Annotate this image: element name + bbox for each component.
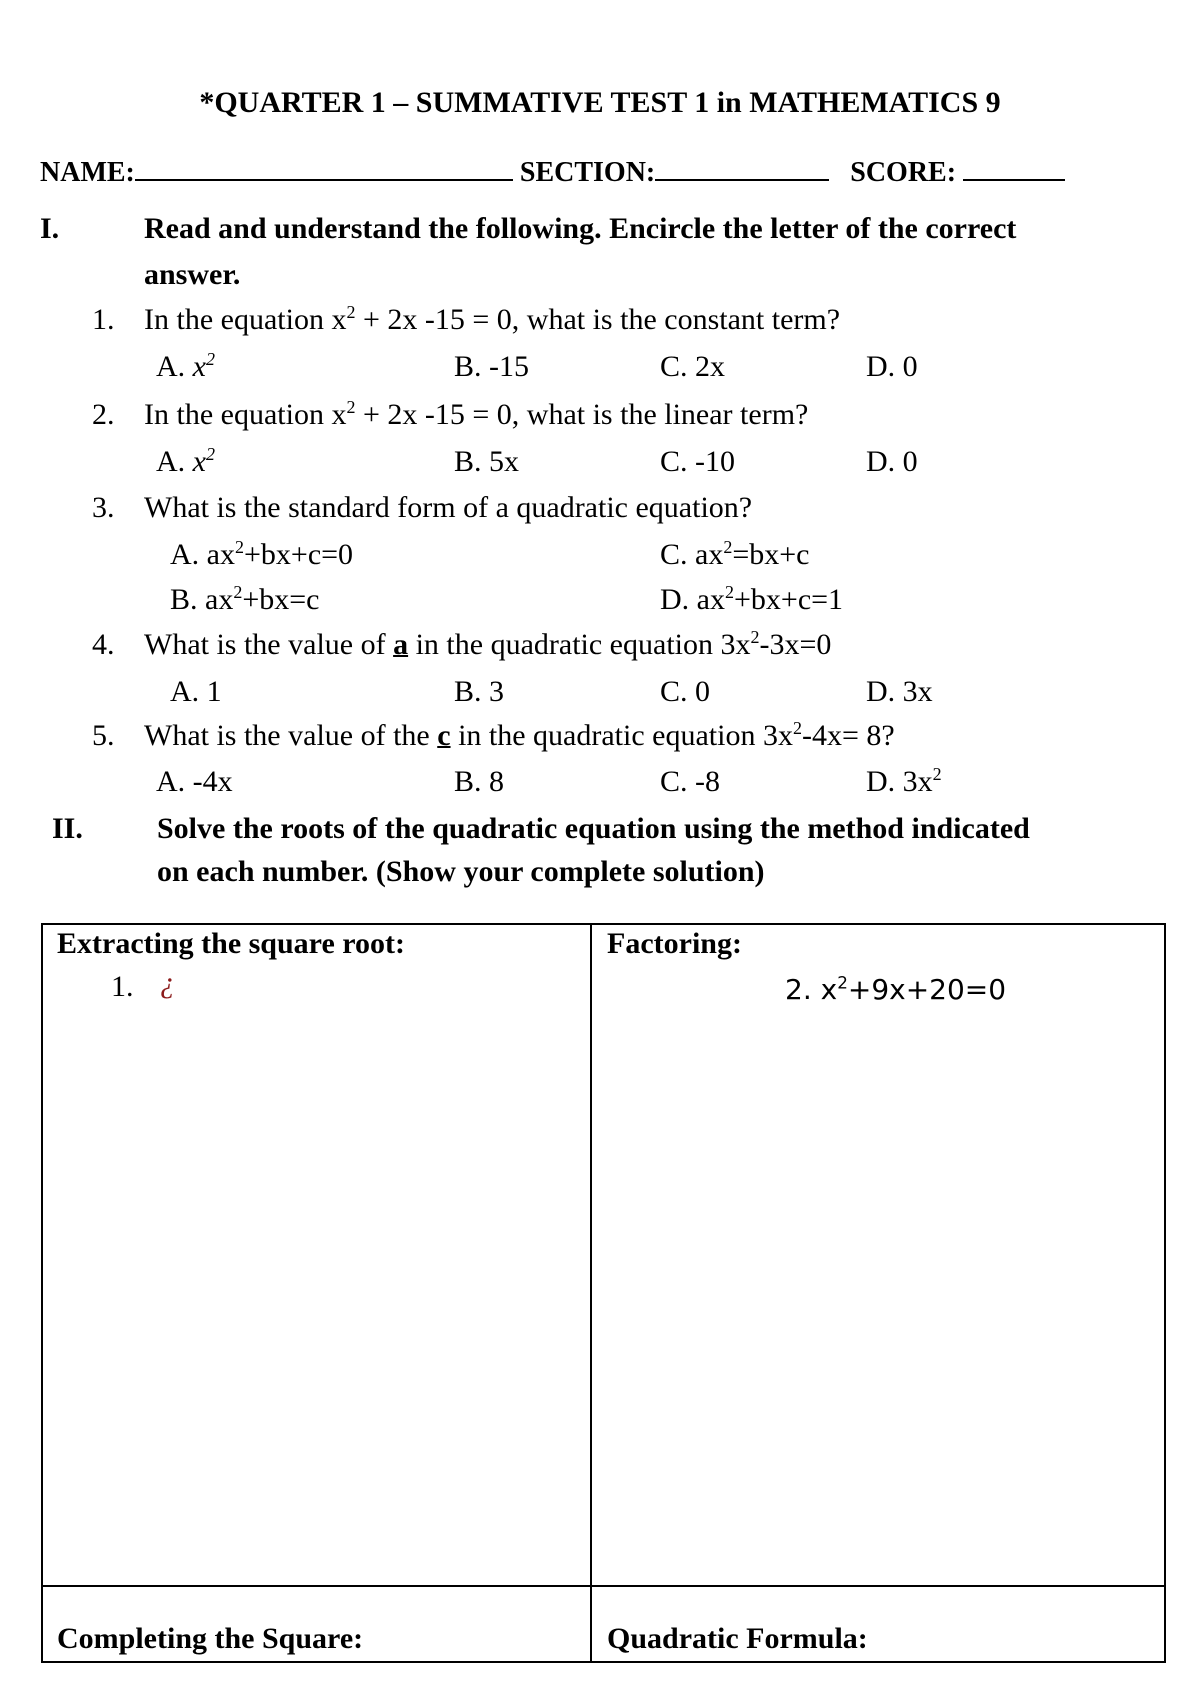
quadratic-title: Quadratic Formula: — [607, 1622, 868, 1655]
name-blank[interactable] — [135, 153, 513, 181]
part2-instruction-line1: Solve the roots of the quadratic equation using the method indicated — [157, 812, 1030, 845]
option-b[interactable]: B. $ax^2+bx=c$ — [170, 582, 320, 616]
part1-numeral: I. — [40, 212, 60, 245]
question-number: 2. — [92, 398, 115, 431]
question-number: 5. — [92, 719, 115, 752]
option-c[interactable]: C. -10 — [660, 445, 735, 478]
option-b[interactable]: B. 5x — [454, 445, 520, 478]
score-label: SCORE: — [850, 157, 957, 188]
option-d[interactable]: D. 0 — [866, 445, 918, 478]
question-number: 4. — [92, 628, 115, 661]
option-b[interactable]: B. 8 — [454, 765, 505, 798]
option-a[interactable]: A. $x^2$ — [156, 349, 215, 383]
question-text: In the equation $x^2 + 2x$ -15 = 0, what is the linear term? — [144, 397, 809, 431]
part1-instruction-line2: answer. — [144, 258, 241, 291]
broken-glyph: ¿ — [160, 966, 175, 999]
option-c[interactable]: C. 0 — [660, 675, 711, 708]
part2-numeral: II. — [52, 812, 83, 845]
option-a[interactable]: A. 1 — [170, 675, 222, 708]
option-d[interactable]: D. 3x — [866, 675, 933, 708]
section-label: SECTION: — [519, 157, 656, 188]
test-title: *QUARTER 1 – SUMMATIVE TEST 1 in MATHEMATICS 9 — [199, 86, 1001, 119]
option-a[interactable]: A. -4x — [156, 765, 233, 798]
option-a[interactable]: A. $ax^2+bx+c=0$ — [170, 537, 354, 571]
question-text: In the equation $x^2 + 2x$ -15 = 0, what is the constant term? — [144, 302, 841, 336]
cell-extracting[interactable] — [41, 923, 592, 1587]
part2-instruction-line2: on each number. (Show your complete solution) — [157, 855, 765, 888]
completing-title: Completing the Square: — [57, 1622, 364, 1655]
score-blank[interactable] — [963, 153, 1065, 181]
option-d[interactable]: D. 0 — [866, 350, 918, 383]
info-line — [40, 153, 1065, 189]
section-blank[interactable] — [655, 153, 829, 181]
option-c[interactable]: C. $ax^2=bx+c$ — [660, 537, 810, 571]
part1-instruction-line1: Read and understand the following. Encircle the letter of the correct — [144, 212, 1017, 245]
option-b[interactable]: B. -15 — [454, 350, 529, 383]
option-d[interactable]: D. $3x^2$ — [866, 764, 942, 798]
option-a[interactable]: A. $x^2$ — [156, 444, 215, 478]
question-text: What is the value of a in the quadratic equation $3x^2-3x=0$ — [144, 627, 832, 661]
option-c[interactable]: C. 2x — [660, 350, 726, 383]
option-c[interactable]: C. -8 — [660, 765, 720, 798]
option-d[interactable]: D. $ax^2+bx+c=1$ — [660, 582, 844, 616]
extracting-title: Extracting the square root: — [57, 927, 406, 960]
name-label: NAME: — [40, 157, 135, 188]
cell-factoring[interactable] — [590, 923, 1166, 1587]
question-text: What is the value of the c in the quadratic equation $3x^2-4x= 8$? — [144, 718, 895, 752]
factoring-equation: 2. $x^2+9x+20=0$ — [785, 972, 1007, 1006]
question-text: What is the standard form of a quadratic equation? — [144, 491, 753, 524]
question-number: 3. — [92, 491, 115, 524]
extracting-item-number: 1. — [111, 970, 134, 1003]
factoring-title: Factoring: — [607, 927, 742, 960]
question-number: 1. — [92, 303, 115, 336]
option-b[interactable]: B. 3 — [454, 675, 505, 708]
